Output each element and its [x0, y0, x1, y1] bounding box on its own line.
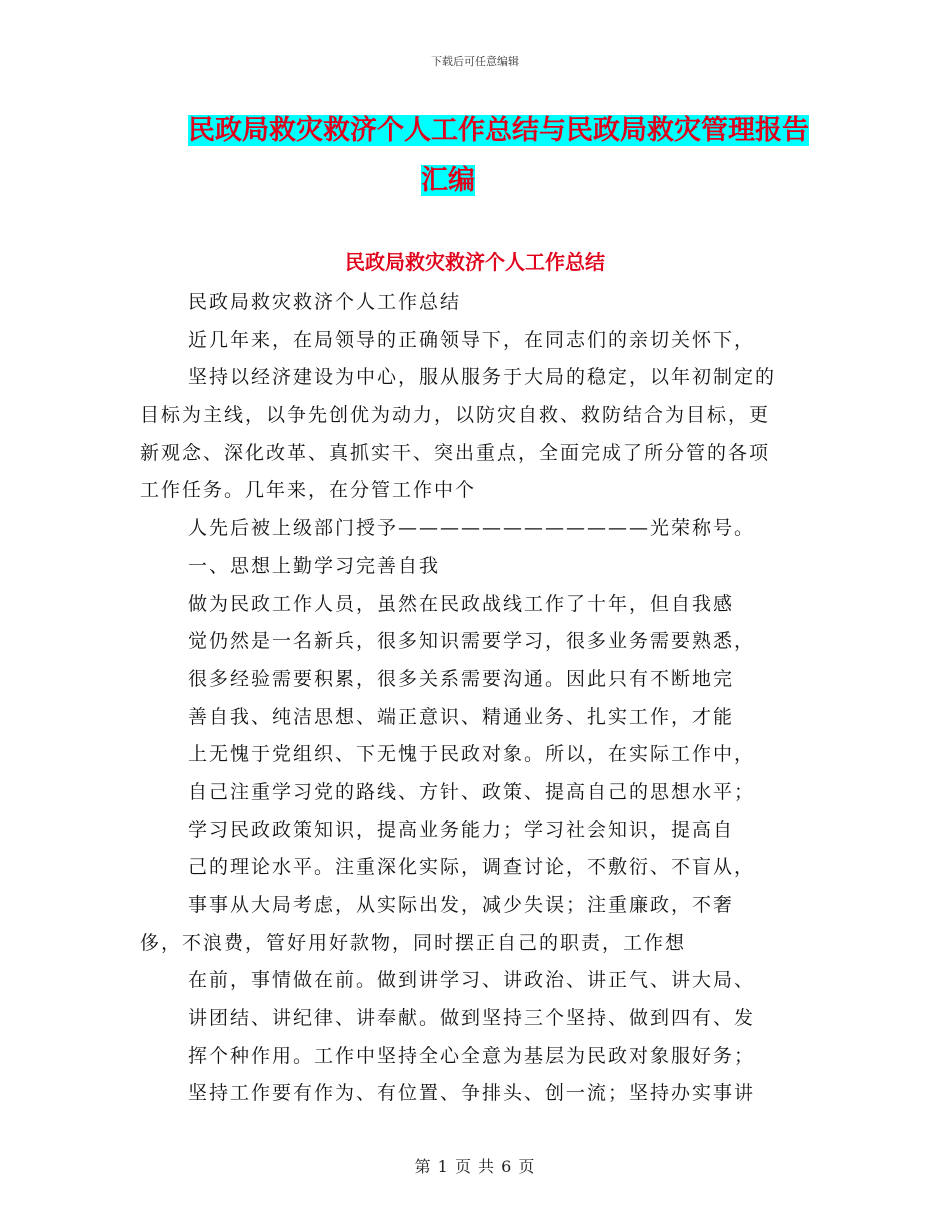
- paragraph-line: 近几年来，在局领导的正确领导下，在同志们的亲切关怀下，: [188, 328, 756, 351]
- paragraph-line: 民政局救灾救济个人工作总结: [188, 291, 462, 313]
- section-heading: 一、思想上勤学习完善自我: [188, 554, 441, 577]
- paragraph-line: 挥个种作用。工作中坚持全心全意为基层为民政对象服好务；: [188, 1044, 756, 1067]
- paragraph-line: 做为民政工作人员，虽然在民政战线工作了十年，但自我感: [188, 592, 735, 615]
- paragraph-line: 觉仍然是一名新兵，很多知识需要学习，很多业务需要熟悉，: [188, 630, 756, 653]
- paragraph-line: 自己注重学习党的路线、方针、政策、提高自己的思想水平；: [188, 780, 756, 803]
- header-note: 下载后可任意编辑: [431, 55, 519, 68]
- paragraph-line: 目标为主线，以争先创优为动力，以防灾自救、救防结合为目标，更: [140, 404, 771, 427]
- paragraph-line: 工作任务。几年来，在分管工作中个: [140, 479, 477, 502]
- paragraph-line: 善自我、纯洁思想、端正意识、精通业务、扎实工作，才能: [188, 705, 735, 728]
- paragraph-line: 新观念、深化改革、真抓实干、突出重点，全面完成了所分管的各项: [140, 441, 771, 464]
- paragraph-line: 学习民政政策知识，提高业务能力；学习社会知识，提高自: [188, 818, 735, 841]
- document-title-line-2: 汇编: [421, 165, 475, 196]
- paragraph-line: 在前，事情做在前。做到讲学习、讲政治、讲正气、讲大局、: [188, 969, 756, 992]
- body-text: [140, 284, 820, 1113]
- page-number: 第 1 页 共 6 页: [414, 1157, 536, 1176]
- document-title-line-1: 民政局救灾救济个人工作总结与民政局救灾管理报告: [188, 115, 809, 146]
- paragraph-line: 己的理论水平。注重深化实际，调查讨论，不敷衍、不盲从，: [188, 856, 756, 879]
- document-title: [188, 106, 808, 206]
- section-title: 民政局救灾救济个人工作总结: [345, 250, 605, 274]
- paragraph-line: 事事从大局考虑，从实际出发，减少失误；注重廉政，不奢: [188, 894, 735, 916]
- paragraph-line: 侈，不浪费，管好用好款物，同时摆正自己的职责，工作想: [140, 931, 687, 954]
- paragraph-line: 讲团结、讲纪律、讲奉献。做到坚持三个坚持、做到四有、发: [188, 1007, 756, 1030]
- paragraph-line: 很多经验需要积累，很多关系需要沟通。因此只有不断地完: [188, 667, 735, 690]
- paragraph-line: 坚持工作要有作为、有位置、争排头、创一流；坚持办实事讲: [188, 1082, 756, 1105]
- paragraph-line: 人先后被上级部门授予————————————光荣称号。: [188, 517, 756, 540]
- paragraph-line: 上无愧于党组织、下无愧于民政对象。所以，在实际工作中，: [188, 743, 756, 766]
- paragraph-line: 坚持以经济建设为中心，服从服务于大局的稳定，以年初制定的: [188, 366, 777, 389]
